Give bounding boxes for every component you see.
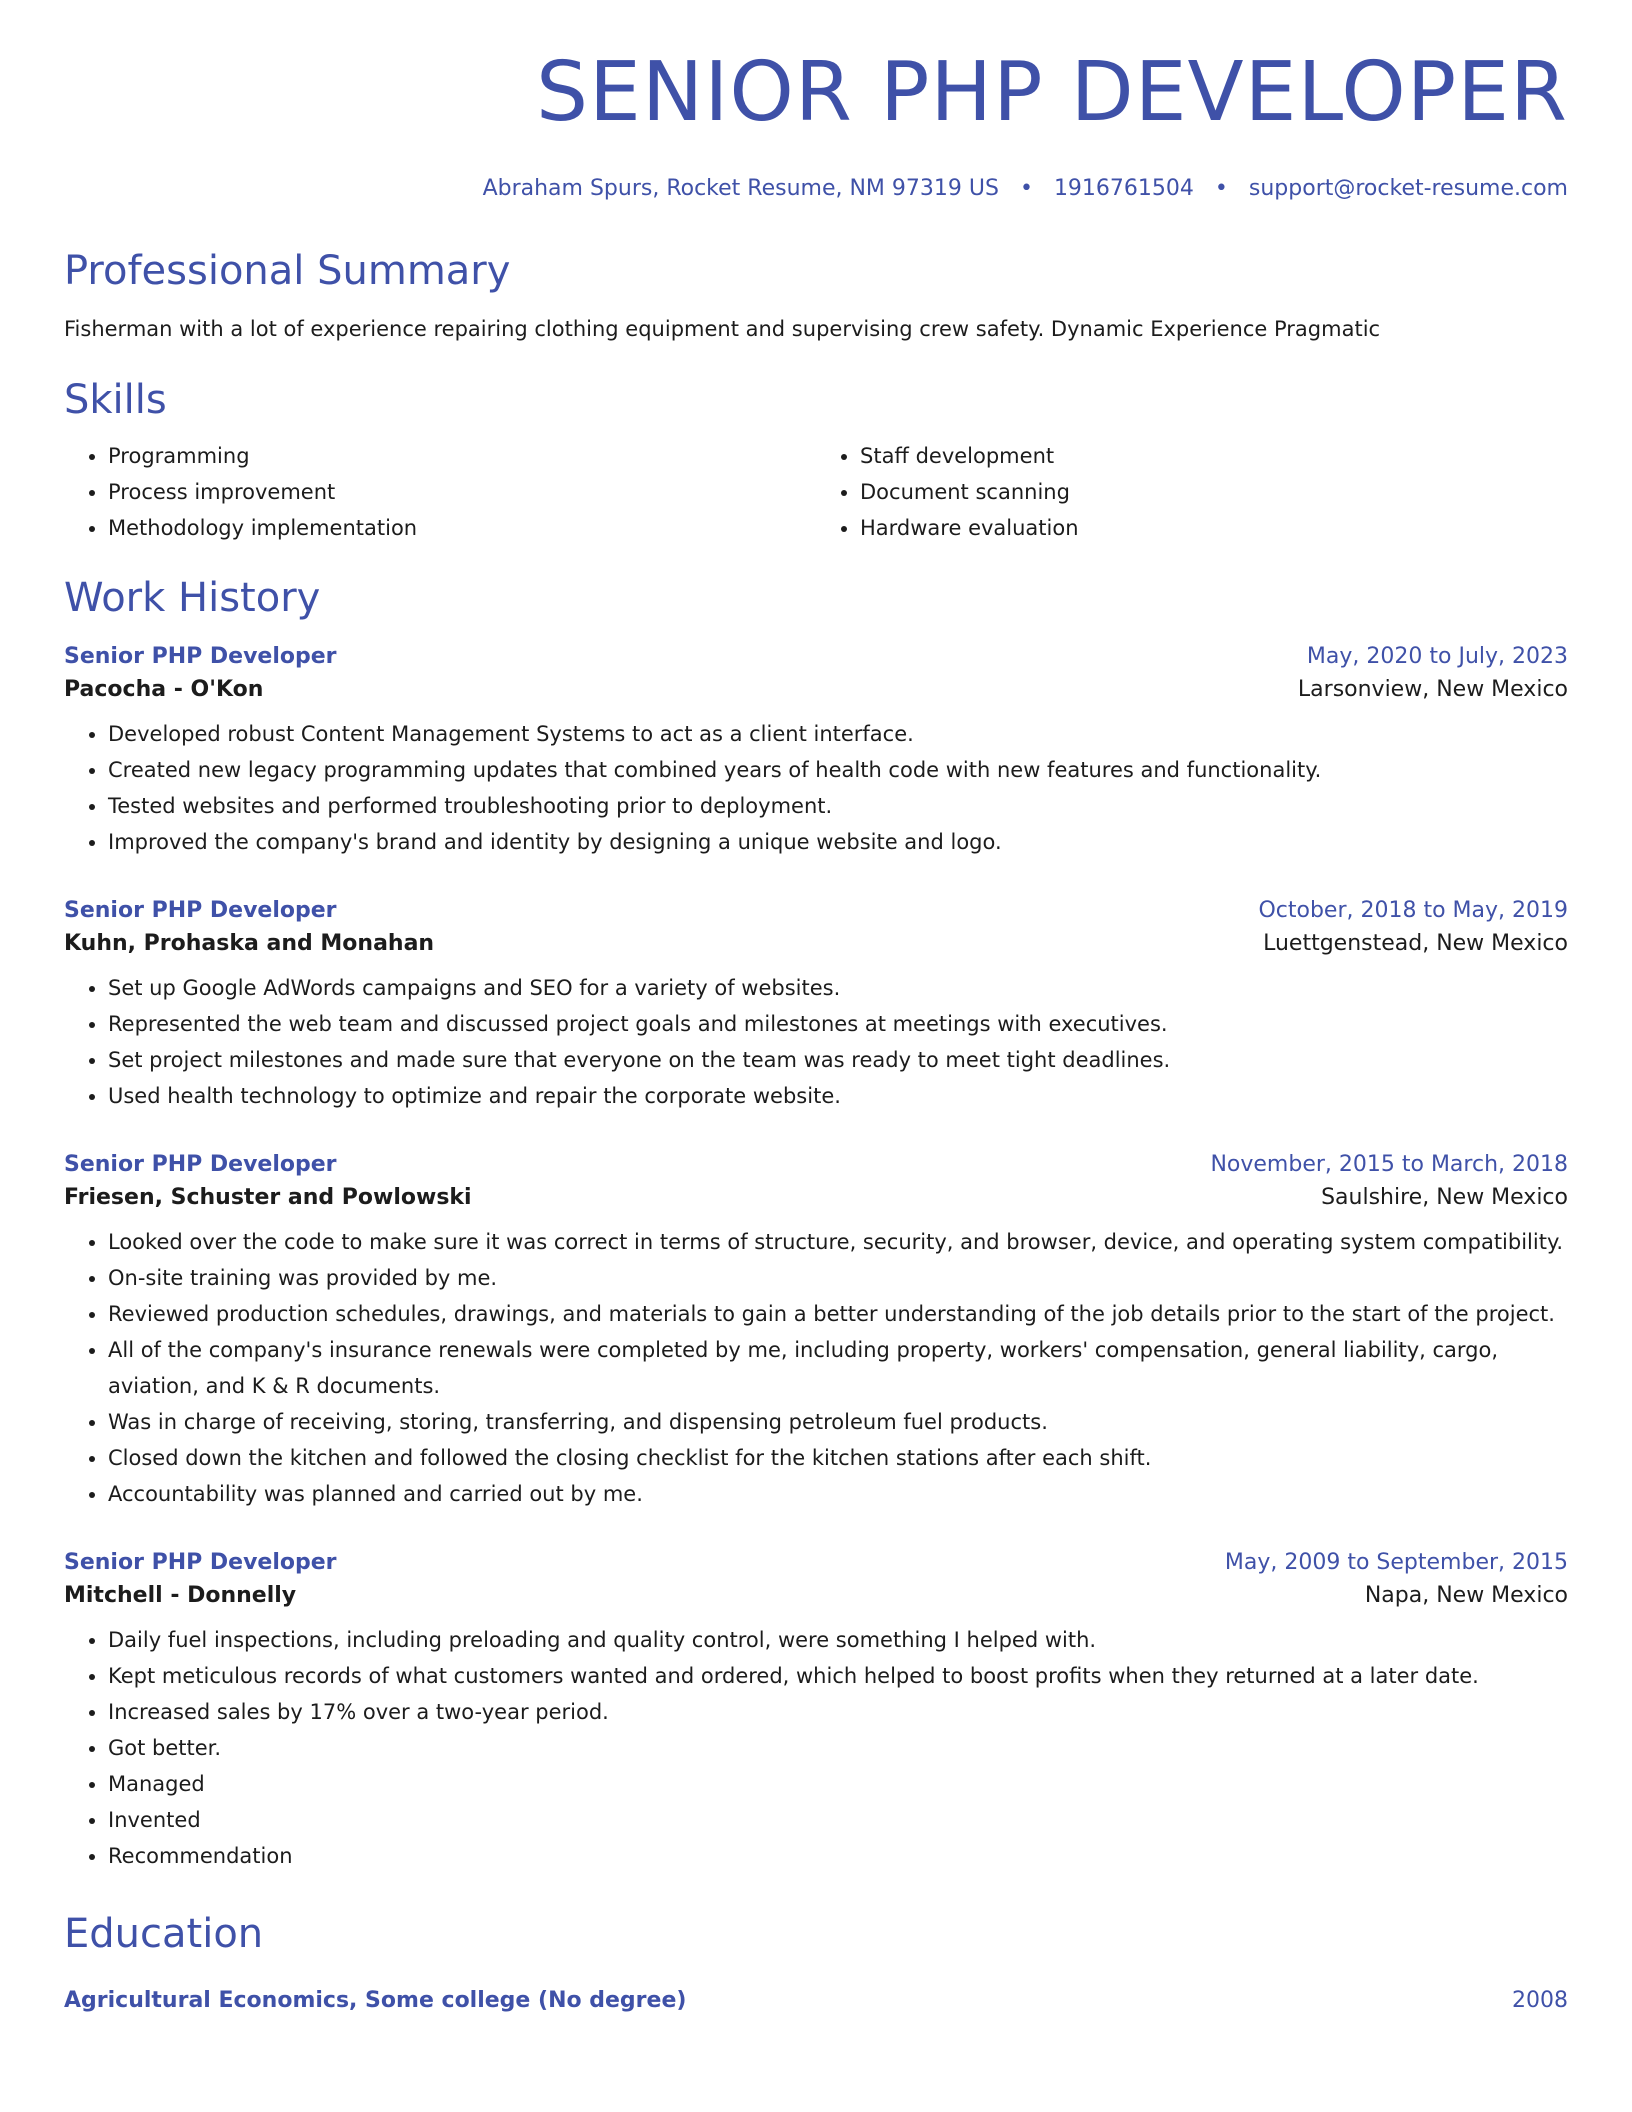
job-bullet: • Reviewed production schedules, drawings, and materials to gain a better understanding of the job details prior to the start of the project. bbox=[108, 1296, 1568, 1332]
resume-header bbox=[64, 0, 1568, 201]
job-company: Pacocha - O'Kon bbox=[64, 677, 264, 703]
job-bullet: • Improved the company's brand and identity by designing a unique website and logo. bbox=[108, 824, 1568, 860]
skill-item: • Process improvement bbox=[108, 474, 816, 510]
summary-section bbox=[64, 247, 1568, 344]
skill-item: • Staff development bbox=[860, 438, 1568, 474]
job-location: Larsonview, New Mexico bbox=[1297, 677, 1568, 703]
job-bullet: • Used health technology to optimize and repair the corporate website. bbox=[108, 1078, 1568, 1114]
job-bullet: • On-site training was provided by me. bbox=[108, 1260, 1568, 1296]
education-section bbox=[64, 1910, 1568, 2013]
job-bullet: • Looked over the code to make sure it was correct in terms of structure, security, and browser, device, and operating system compatibility. bbox=[108, 1224, 1568, 1260]
job-bullet: • Invented bbox=[108, 1802, 1568, 1838]
job-position: Senior PHP Developer bbox=[64, 644, 337, 670]
job-bullet: • Accountability was planned and carried out by me. bbox=[108, 1476, 1568, 1512]
job-location: Luettgenstead, New Mexico bbox=[1263, 931, 1568, 957]
job-bullet: • Represented the web team and discussed project goals and milestones at meetings with executives. bbox=[108, 1006, 1568, 1042]
job-bullet: • Developed robust Content Management Systems to act as a client interface. bbox=[108, 716, 1568, 752]
job-entry bbox=[64, 898, 1568, 1114]
job-bullet-list bbox=[64, 1224, 1568, 1512]
work-history-section bbox=[64, 574, 1568, 1874]
job-company: Friesen, Schuster and Powlowski bbox=[64, 1185, 472, 1211]
job-header-row bbox=[64, 1550, 1568, 1575]
education-entry bbox=[64, 1988, 1568, 2013]
skills-grid bbox=[64, 438, 1568, 546]
job-bullet: • Tested websites and performed troubleshooting prior to deployment. bbox=[108, 788, 1568, 824]
resume-title: SENIOR PHP DEVELOPER bbox=[536, 45, 1568, 140]
contact-address: Abraham Spurs, Rocket Resume, NM 97319 US bbox=[482, 176, 999, 201]
skills-column-left bbox=[64, 438, 816, 546]
job-bullet: • Daily fuel inspections, including preloading and quality control, were something I helped with. bbox=[108, 1622, 1568, 1658]
skill-item: • Methodology implementation bbox=[108, 510, 816, 546]
job-bullet: • All of the company's insurance renewals were completed by me, including property, workers' compensation, general liability, cargo, aviation, and K & R documents. bbox=[108, 1332, 1568, 1404]
job-position: Senior PHP Developer bbox=[64, 1152, 337, 1178]
summary-text: Fisherman with a lot of experience repairing clothing equipment and supervising crew safety. Dynamic Experience Pragmatic bbox=[64, 317, 1381, 341]
contact-line bbox=[64, 176, 1568, 201]
job-company-row bbox=[64, 923, 1568, 956]
job-entry bbox=[64, 1550, 1568, 1874]
education-year: 2008 bbox=[1512, 1988, 1568, 2014]
job-bullet-list bbox=[64, 1622, 1568, 1874]
job-bullet: • Was in charge of receiving, storing, transferring, and dispensing petroleum fuel products. bbox=[108, 1404, 1568, 1440]
job-bullet: • Increased sales by 17% over a two-year period. bbox=[108, 1694, 1568, 1730]
job-location: Napa, New Mexico bbox=[1364, 1583, 1568, 1609]
job-dates: November, 2015 to March, 2018 bbox=[1210, 1152, 1568, 1178]
skills-column-right bbox=[816, 438, 1568, 546]
job-dates: May, 2020 to July, 2023 bbox=[1306, 644, 1568, 670]
job-header-row bbox=[64, 1152, 1568, 1177]
job-bullet: • Closed down the kitchen and followed the closing checklist for the kitchen stations after each shift. bbox=[108, 1440, 1568, 1476]
job-header-row bbox=[64, 898, 1568, 923]
job-company-row bbox=[64, 669, 1568, 702]
skill-item: • Programming bbox=[108, 438, 816, 474]
skill-item: • Document scanning bbox=[860, 474, 1568, 510]
job-dates: May, 2009 to September, 2015 bbox=[1224, 1550, 1568, 1576]
job-location: Saulshire, New Mexico bbox=[1321, 1185, 1568, 1211]
contact-phone: 1916761504 bbox=[1053, 176, 1194, 201]
job-bullet: • Set project milestones and made sure that everyone on the team was ready to meet tight deadlines. bbox=[108, 1042, 1568, 1078]
job-header-row bbox=[64, 644, 1568, 669]
job-company-row bbox=[64, 1575, 1568, 1608]
job-position: Senior PHP Developer bbox=[64, 898, 337, 924]
job-entry bbox=[64, 1152, 1568, 1512]
contact-separator: • bbox=[1214, 176, 1228, 201]
job-bullet: • Got better. bbox=[108, 1730, 1568, 1766]
job-bullet: • Created new legacy programming updates that combined years of health code with new features and functionality. bbox=[108, 752, 1568, 788]
job-bullet: • Recommendation bbox=[108, 1838, 1568, 1874]
job-company-row bbox=[64, 1177, 1568, 1210]
skills-heading: Skills bbox=[64, 377, 167, 424]
education-degree: Agricultural Economics, Some college (No degree) bbox=[64, 1988, 687, 2014]
job-company: Mitchell - Donnelly bbox=[64, 1583, 297, 1609]
job-dates: October, 2018 to May, 2019 bbox=[1258, 898, 1568, 924]
work-history-heading: Work History bbox=[64, 575, 321, 622]
job-position: Senior PHP Developer bbox=[64, 1550, 337, 1576]
contact-separator: • bbox=[1019, 176, 1033, 201]
job-bullet: • Managed bbox=[108, 1766, 1568, 1802]
job-bullet: • Kept meticulous records of what customers wanted and ordered, which helped to boost profits when they returned at a later date. bbox=[108, 1658, 1568, 1694]
contact-email: support@rocket-resume.com bbox=[1248, 176, 1568, 201]
job-company: Kuhn, Prohaska and Monahan bbox=[64, 931, 435, 957]
job-entry bbox=[64, 644, 1568, 860]
summary-heading: Professional Summary bbox=[64, 248, 511, 294]
job-bullet-list bbox=[64, 716, 1568, 860]
skill-item: • Hardware evaluation bbox=[860, 510, 1568, 546]
job-bullet: • Set up Google AdWords campaigns and SEO for a variety of websites. bbox=[108, 970, 1568, 1006]
skills-section bbox=[64, 376, 1568, 546]
job-bullet-list bbox=[64, 970, 1568, 1114]
education-heading: Education bbox=[64, 1911, 264, 1958]
